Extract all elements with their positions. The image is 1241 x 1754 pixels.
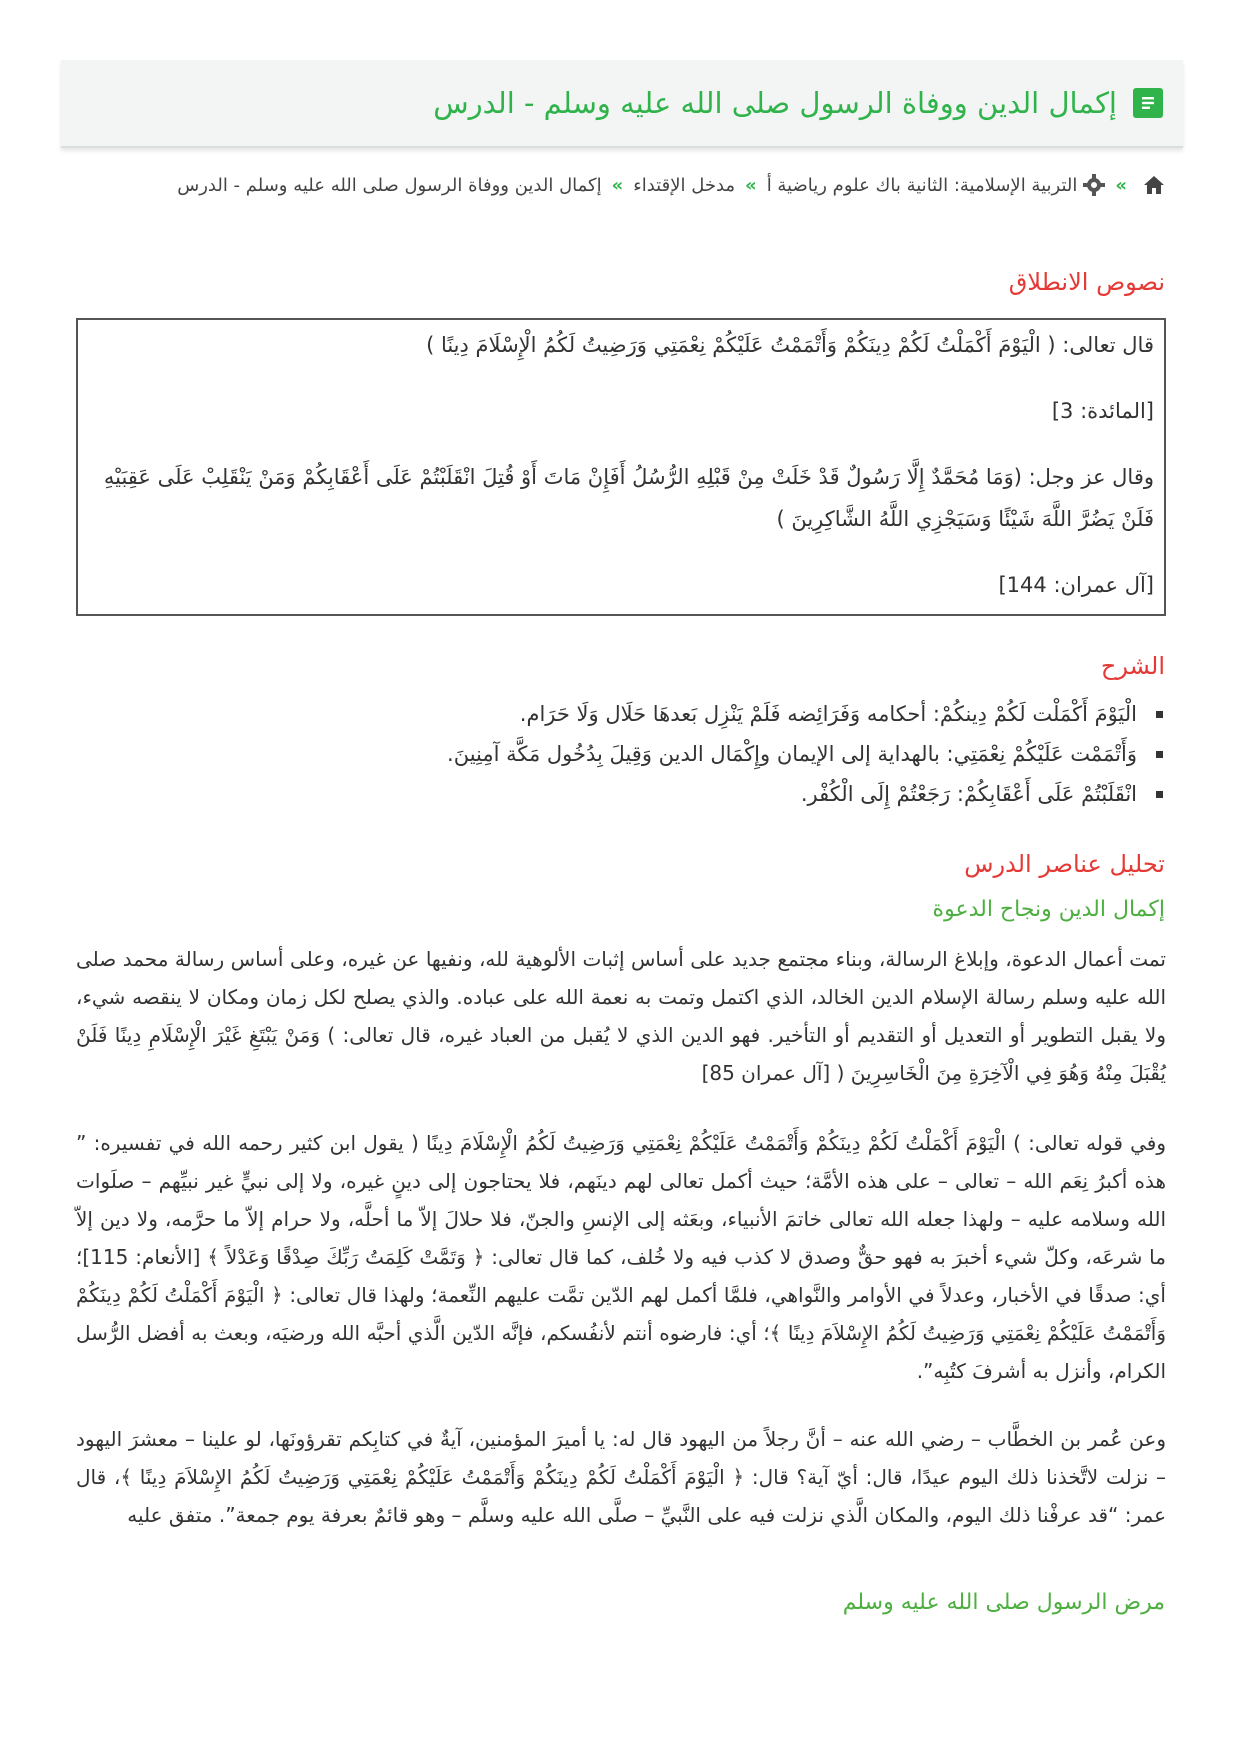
breadcrumb-item-current: إكمال الدين ووفاة الرسول صلى الله عليه وسلم - الدرس xyxy=(177,174,602,196)
gear-icon xyxy=(1083,174,1105,196)
document-icon xyxy=(1133,88,1163,118)
breadcrumb-item-unit[interactable]: مدخل الإقتداء xyxy=(633,174,736,196)
breadcrumb-separator: » xyxy=(1115,174,1127,196)
breadcrumb-separator: » xyxy=(611,174,624,196)
intro-reference-1: [المائدة: 3] xyxy=(1051,399,1154,423)
intro-verse-1: قال تعالى: ( الْيَوْمَ أَكْمَلْتُ لَكُمْ دِينَكُمْ وَأَتْمَمْتُ عَلَيْكُمْ نِعْمَتِي وَرَضِيتُ لَكُمُ الْإِسْلَامَ دِينًا ) xyxy=(426,333,1154,357)
section-heading-intro: نصوص الانطلاق xyxy=(1008,268,1165,296)
page-header xyxy=(61,60,1183,148)
intro-texts-box xyxy=(76,318,1166,616)
analysis-paragraph-3: وعن عُمر بن الخطَّاب – رضي الله عنه – أنَّ رجلاً من اليهود قال له: يا أميرَ المؤمنين، آيةٌ في كتابِكم تقرؤونَها، لو علينا – معشرَ اليهود – نزلت لاتَّخذنا ذلك اليوم عيدًا، قال: أيّ آية؟ قال: ﴿ الْيَوْمَ أَكْمَلْتُ لَكُمْ دِينَكُمْ وَأَتْمَمْتُ عَلَيْكُمْ نِعْمَتِي وَرَضِيتُ لَكُمُ الإِسْلاَمَ دِينًا ﴾، قال عمر: “قد عرفْنا ذلك اليوم، والمكان الَّذي نزلت فيه على النَّبيِّ – صلَّى الله عليه وسلَّم – وهو قائمٌ بعرفة يوم جمعة”. متفق عليه xyxy=(76,1427,1166,1527)
breadcrumb-separator: » xyxy=(745,174,757,196)
analysis-paragraph-2: وفي قوله تعالى: ) الْيَوْمَ أَكْمَلْتُ لَكُمْ دِينَكُمْ وَأَتْمَمْتُ عَلَيْكُمْ نِعْمَتِي وَرَضِيتُ لَكُمُ الْإِسْلَامَ دِينًا ( يقول ابن كثير رحمه الله في تفسيره: ” هذه أكبرُ نِعَم الله – تعالى – على هذه الأمَّة؛ حيث أكمل تعالى لهم دينَهم، فلا يحتاجون إلى دينٍ غيره، ولا إلى نبيٍّ غير نبيِّهم – صلَوات الله وسلامه عليه – ولهذا جعله الله تعالى خاتمَ الأنبياء، وبعَثه إلى الإنسِ والجنّ، فلا حلالَ إلاّ ما أحلَّه، ولا حرام إلاّ ما حرَّمه، ولا دين إلاّ ما شرعَه، وكلّ شيء أخبرَ به فهو حقٌّ وصدق لا كذب فيه ولا خُلف، كما قال تعالى: ﴿ وَتَمَّتْ كَلِمَتُ رَبِّكَ صِدْقًا وَعَدْلاً ﴾ [الأنعام: 115]؛ أي: صدقًا في الأخبار، وعدلاً في الأوامر والنَّواهي، فلمَّا أكمل لهم الدّين تمَّت عليهم النِّعمة؛ ولهذا قال تعالى: ﴿ الْيَوْمَ أَكْمَلْتُ لَكُمْ دِينَكُمْ وَأَتْمَمْتُ عَلَيْكُمْ نِعْمَتِي وَرَضِيتُ لَكُمُ الإِسْلاَمَ دِينًا ﴾؛ أي: فارضوه أنتم لأنفُسكم، فإنَّه الدّين الَّذي أحبَّه الله ورضيَه، وبعث به أفضل الرُّسل الكرام، وأنزل به أشرفَ كتُبِه”. xyxy=(76,1131,1166,1383)
analysis-paragraph-1: تمت أعمال الدعوة، وإبلاغ الرسالة، وبناء مجتمع جديد على أساس إثبات الألوهية لله، ونفيها عن غيره، وعلى أساس رسالة محمد صلى الله عليه وسلم رسالة الإسلام الدين الخالد، الذي اكتمل وتمت به نعمة الله على عباده. والذي يصلح لكل زمان ومكان لا ينقصه شيء، ولا يقبل التطوير أو التعديل أو التقديم أو التأخير. فهو الدين الذي لا يُقبل من العباد غيره، قال تعالى: ) وَمَنْ يَبْتَغِ غَيْرَ الْإِسْلَامِ دِينًا فَلَنْ يُقْبَلَ مِنْهُ وَهُوَ فِي الْآخِرَةِ مِنَ الْخَاسِرِينَ ( [آل عمران 85] xyxy=(76,947,1166,1085)
list-item: الْيَوْمَ أَكْمَلْت لَكُمْ دِينكُمْ: أحكامه وَفَرَائِضه فَلَمْ يَنْزِل بَعدهَا حَلَال وَلَا حَرَام. xyxy=(47,694,1137,734)
section-heading-explanation: الشرح xyxy=(1100,652,1165,680)
breadcrumb-item-course[interactable]: التربية الإسلامية: الثانية باك علوم رياضية أ xyxy=(766,174,1078,196)
subheading-prophet-illness: مرض الرسول صلى الله عليه وسلم xyxy=(842,1590,1165,1615)
home-icon[interactable] xyxy=(1143,175,1165,195)
section-heading-analysis: تحليل عناصر الدرس xyxy=(964,850,1165,878)
breadcrumb xyxy=(80,168,1165,202)
intro-verse-2: وقال عز وجل: (وَمَا مُحَمَّدٌ إِلَّا رَسُولٌ قَدْ خَلَتْ مِنْ قَبْلِهِ الرُّسُلُ أَفَإِنْ مَاتَ أَوْ قُتِلَ انْقَلَبْتُمْ عَلَى أَعْقَابِكُمْ وَمَنْ يَنْقَلِبْ عَلَى عَقِبَيْهِ فَلَنْ يَضُرَّ اللَّهَ شَيْئًا وَسَيَجْزِي اللَّهُ الشَّاكِرِينَ ) xyxy=(103,465,1154,531)
subheading-religion-completion: إكمال الدين ونجاح الدعوة xyxy=(932,897,1165,922)
list-item: وَأَتْمَمْت عَلَيْكُمْ نِعْمَتِي: بالهداية إلى الإيمان وإِكْمَال الدين وَقِيلَ بِدُخُول مَكَّة آمِنِينَ. xyxy=(47,734,1137,774)
page-title: إكمال الدين ووفاة الرسول صلى الله عليه وسلم - الدرس xyxy=(433,86,1117,120)
explanation-list xyxy=(47,694,1165,814)
list-item: انْقَلَبْتُمْ عَلَى أَعْقَابِكُمْ: رَجَعْتُمْ إِلَى الْكُفْر. xyxy=(47,774,1137,814)
intro-reference-2: [آل عمران: 144] xyxy=(998,573,1154,597)
